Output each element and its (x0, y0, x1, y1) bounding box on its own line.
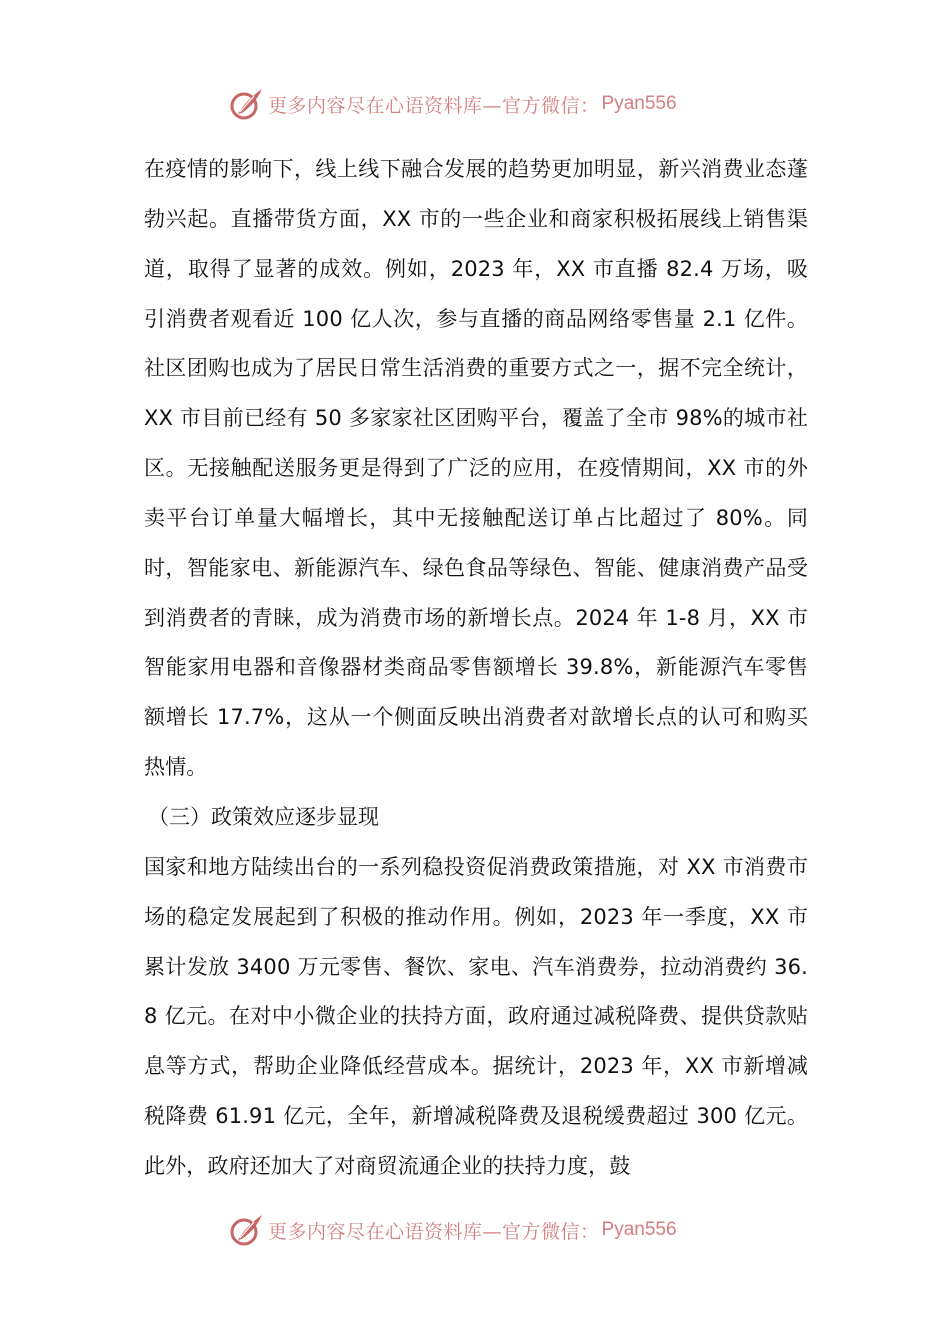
watermark-header (228, 84, 677, 124)
watermark-wechat-id: Pyan556 (601, 1219, 677, 1240)
watermark-wechat-id: Pyan556 (601, 93, 677, 114)
watermark-text: 更多内容尽在心语资料库—官方微信： (268, 1220, 600, 1243)
quill-logo-icon (228, 1212, 264, 1248)
section-heading: （三）政策效应逐步显现 (148, 804, 379, 829)
paragraph: 在疫情的影响下，线上线下融合发展的趋势更加明显，新兴消费业态蓬勃兴起。直播带货方面，XX 市的一些企业和商家积极拓展线上销售渠道，取得了显著的成效。例如，2023 年，XX 市直播 82.4 万场，吸引消费者观看近 100 亿人次，参与直播的商品网络零售量 2.1 亿件。社区团购也成为了居民日常生活消费的重要方式之一，据不完全统计，XX 市目前已经有 50 多家家社区团购平台，覆盖了全市 98%的城市社区。无接触配送服务更是得到了广泛的应用，在疫情期间，XX 市的外卖平台订单量大幅增长，其中无接触配送订单占比超过了 80%。同时，智能家电、新能源汽车、绿色食品等绿色、智能、健康消费产品受到消费者的青睐，成为消费市场的新增长点。2024 年 1-8 月，XX 市智能家用电器和音像器材类商品零售额增长 39.8%，新能源汽车零售额增长 17.7%，这从一个侧面反映出消费者对歆增长点的认可和购买热情。 (144, 157, 808, 780)
watermark-footer (228, 1210, 677, 1250)
quill-logo-icon (228, 86, 264, 122)
watermark-text: 更多内容尽在心语资料库—官方微信： (268, 94, 600, 117)
paragraph: 国家和地方陆续出台的一系列稳投资促消费政策措施，对 XX 市消费市场的稳定发展起到了积极的推动作用。例如，2023 年一季度，XX 市累计发放 3400 万元零售、餐饮、家电、汽车消费券，拉动消费约 36.8 亿元。在对中小微企业的扶持方面，政府通过减税降费、提供贷款贴息等方式，帮助企业降低经营成本。据统计，2023 年，XX 市新增减税降费 61.91 亿元，全年，新增减税降费及退税缓费超过 300 亿元。此外，政府还加大了对商贸流通企业的扶持力度，鼓 (144, 854, 808, 1178)
document-body (144, 145, 808, 1192)
